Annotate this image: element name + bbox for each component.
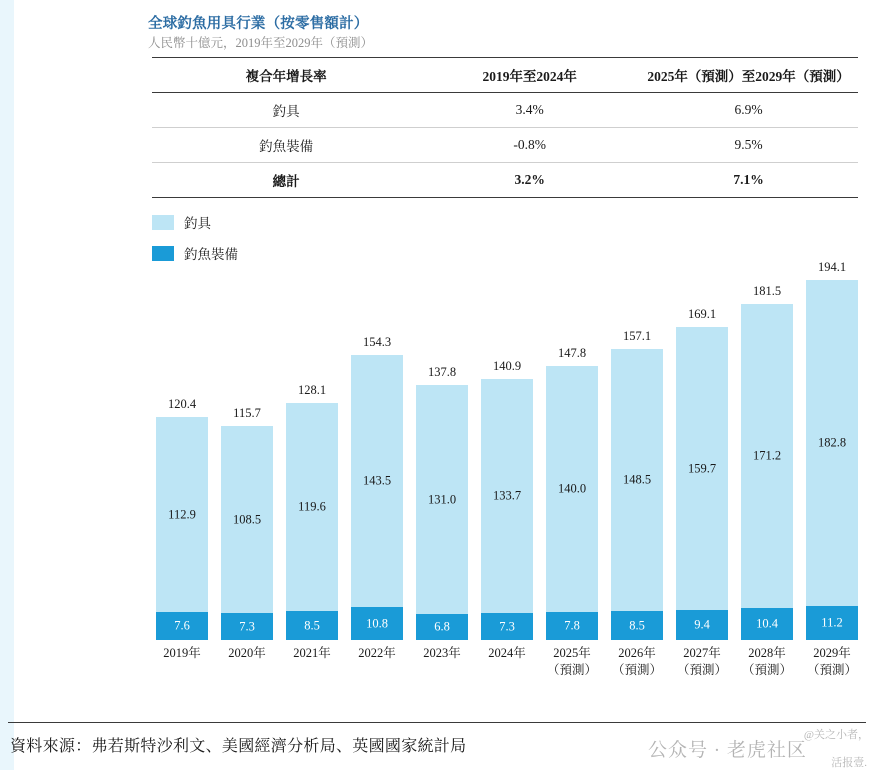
bar-segment-gear	[221, 613, 273, 640]
bar-segment-label: 119.6	[298, 499, 326, 514]
footer-divider	[8, 722, 866, 723]
bar-segment-label: 148.5	[622, 472, 652, 487]
bar-total-label: 181.5	[752, 284, 782, 298]
bar-segment-tackle	[611, 349, 663, 611]
bar-segment-tackle	[416, 385, 468, 614]
bar-segment-tackle	[156, 417, 208, 612]
bar-group	[546, 346, 598, 640]
bar-segment-gear	[546, 612, 598, 640]
row-value-historic: 3.2%	[420, 163, 639, 198]
bar-segment-gear	[481, 613, 533, 640]
x-tick-sublabel: （預測）	[676, 663, 727, 677]
bar-total-label: 147.8	[557, 346, 587, 360]
bar-total-label: 194.1	[817, 260, 847, 274]
table-body	[152, 93, 858, 198]
watermark-account: 公众号 · 老虎社区	[648, 740, 807, 761]
bar-total-label: 137.8	[427, 365, 457, 379]
legend-label: 釣具	[184, 216, 211, 231]
bar-segment-label: 7.8	[564, 618, 580, 633]
bar-group	[156, 397, 208, 640]
x-tick-sublabel: （預測）	[546, 663, 597, 677]
bar-group	[806, 260, 858, 640]
table-row	[152, 93, 858, 128]
x-tick-sublabel: （預測）	[611, 663, 662, 677]
x-tick-label: 2022年	[358, 646, 396, 660]
bar-segment-gear	[741, 608, 793, 640]
bar-segment-label: 7.6	[174, 618, 190, 633]
bar-total-label: 120.4	[167, 397, 197, 411]
col-header-historic: 2019年至2024年	[420, 58, 639, 93]
table-row-total	[152, 163, 858, 198]
row-label: 釣具	[152, 93, 420, 128]
bar-segment-label: 10.8	[366, 616, 388, 630]
bar-segment-label: 7.3	[239, 619, 255, 633]
bar-segment-label: 108.5	[232, 512, 262, 526]
bar-segment-label: 8.5	[304, 618, 320, 632]
bar-segment-gear	[351, 607, 403, 640]
row-value-forecast: 9.5%	[639, 128, 858, 163]
bar-segment-tackle	[481, 379, 533, 613]
x-tick-label: 2028年	[748, 646, 786, 660]
watermark-top: @关之小者，	[803, 729, 869, 741]
bar-total-label: 169.1	[687, 307, 717, 321]
chart-legend	[152, 212, 238, 274]
source-note: 資料來源：弗若斯特沙利文、美國經濟分析局、英國國家統計局	[10, 738, 467, 755]
bar-segment-label: 112.9	[168, 507, 196, 521]
table-head	[152, 58, 858, 93]
bar-segment-gear	[676, 610, 728, 640]
bar-segment-label: 143.5	[362, 473, 392, 488]
legend-item-tackle	[152, 212, 238, 232]
x-tick-label: 2025年	[553, 646, 591, 660]
page-title: 全球釣魚用具行業（按零售額計）	[148, 16, 369, 32]
row-value-forecast: 6.9%	[639, 93, 858, 128]
bar-segment-tackle	[221, 426, 273, 613]
x-axis-labels	[150, 645, 862, 695]
legend-swatch-icon	[152, 246, 174, 261]
x-tick-label: 2026年	[618, 646, 656, 660]
row-value-historic: 3.4%	[420, 93, 639, 128]
bar-segment-gear	[806, 606, 858, 640]
x-tick-sublabel: （預測）	[806, 663, 857, 677]
col-header-forecast: 2025年（預測）至2029年（預測）	[639, 58, 858, 93]
bar-total-label: 140.9	[492, 359, 522, 373]
bar-segment-tackle	[351, 355, 403, 607]
bar-segment-gear	[611, 611, 663, 640]
row-value-historic: -0.8%	[420, 128, 639, 163]
table-row	[152, 128, 858, 163]
bar-segment-gear	[416, 614, 468, 640]
bar-segment-label: 9.4	[694, 617, 710, 632]
bar-segment-label: 6.8	[434, 619, 450, 634]
bar-segment-label: 11.2	[821, 615, 843, 630]
legend-swatch-icon	[152, 215, 174, 230]
stacked-bar-chart	[150, 260, 862, 640]
bar-total-label: 115.7	[233, 406, 261, 420]
bar-segment-label: 171.2	[752, 448, 782, 463]
x-tick-label: 2023年	[423, 646, 461, 660]
bar-segment-tackle	[741, 304, 793, 608]
x-tick-label: 2020年	[228, 646, 266, 660]
bar-group	[351, 335, 403, 640]
bar-total-label: 128.1	[297, 383, 327, 397]
x-tick-sublabel: （預測）	[741, 663, 792, 677]
bar-group	[221, 406, 273, 640]
x-tick-label: 2021年	[293, 646, 331, 660]
bar-segment-label: 133.7	[492, 488, 522, 503]
legend-item-gear	[152, 243, 238, 263]
bar-segment-label: 159.7	[687, 461, 717, 475]
x-tick-label: 2029年	[813, 646, 851, 660]
bar-total-label: 154.3	[362, 335, 392, 349]
bar-segment-gear	[286, 611, 338, 640]
left-accent-bar	[0, 0, 14, 770]
page-subtitle: 人民幣十億元，2019年至2029年（預測）	[148, 36, 374, 50]
bar-segment-tackle	[676, 327, 728, 610]
bar-group	[676, 307, 728, 640]
row-label: 總計	[152, 163, 420, 198]
x-tick-label: 2024年	[488, 646, 526, 660]
cagr-table	[152, 57, 858, 198]
bar-group	[611, 329, 663, 640]
bar-group	[416, 365, 468, 640]
bar-group	[481, 359, 533, 640]
col-header-metric: 複合年增長率	[152, 58, 420, 93]
bar-segment-label: 10.4	[756, 616, 778, 631]
bar-segment-tackle	[286, 403, 338, 611]
bar-segment-label: 7.3	[499, 619, 515, 633]
x-tick-label: 2019年	[163, 646, 201, 660]
bar-segment-tackle	[546, 366, 598, 612]
row-label: 釣魚裝備	[152, 128, 420, 163]
bar-segment-label: 140.0	[557, 481, 587, 496]
bar-segment-tackle	[806, 280, 858, 606]
x-tick-label: 2027年	[683, 646, 721, 660]
legend-label: 釣魚裝備	[184, 247, 238, 262]
bar-segment-label: 131.0	[427, 492, 457, 506]
bar-segment-gear	[156, 612, 208, 640]
bar-segment-label: 182.8	[817, 435, 847, 450]
row-value-forecast: 7.1%	[639, 163, 858, 198]
bar-segment-label: 8.5	[629, 618, 645, 632]
watermark-mid: 活报壹.	[831, 757, 867, 769]
bar-group	[286, 383, 338, 640]
bar-total-label: 157.1	[622, 329, 652, 343]
table-header-row	[152, 58, 858, 93]
bar-group	[741, 284, 793, 640]
